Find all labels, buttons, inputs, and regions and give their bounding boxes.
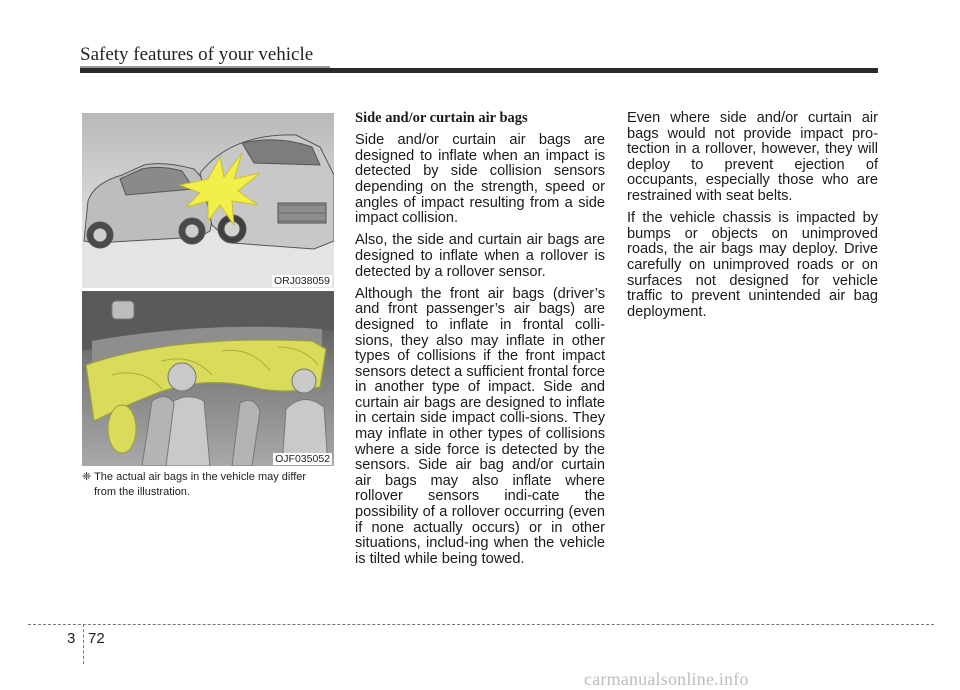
note-text-line1: The actual air bags in the vehicle may differ [94,471,307,483]
chapter-number: 3 [67,630,76,647]
footer-divider [83,624,84,664]
curtain-airbag-figure [82,291,334,466]
header-title: Safety features of your vehicle [80,44,314,65]
text-column-right [627,111,878,327]
figure-code: ORJ038059 [273,275,330,287]
curtain-airbag-interior-icon [82,291,334,466]
section-heading: Side and/or curtain air bags [355,110,528,126]
footer-rule [28,624,934,625]
paragraph: Also, the side and curtain air bags are designed to inflate when a rollover is detected by a rollover sensor. [355,232,605,280]
figure-code: OJF035052 [275,453,330,465]
side-collision-illustration-icon [82,113,334,288]
page-number: 72 [88,630,105,647]
figure-note [82,470,337,500]
note-symbol-icon: ❈ [82,471,92,483]
watermark: carmanualsonline.info [584,669,749,689]
paragraph: Even where side and/or curtain air bags would not provide impact pro-tection in a rollover, however, they will deploy to prevent ejection of occupants, especially those who are restrained with seat belts. [627,110,878,204]
header-rule [80,68,878,73]
note-text-line2: from the illustration. [94,486,190,498]
paragraph: If the vehicle chassis is impacted by bumps or objects on unimproved roads, the air bags may deploy. Drive carefully on unimproved roads or on surfaces not designed for vehicle traffic to prevent unintended air bag deployment. [627,210,878,320]
paragraph: Although the front air bags (driver’s and front passenger’s air bags) are designed to inflate in frontal colli-sions, they also may inflate in other types of collisions if the front impact sensors detect a sufficient frontal force in another type of impact. Side and curtain air bags are designed to inflate in certain side impact colli-sions. They may inflate in other types of collisions where a side force is detected by the sensors. Side air bag and/or curtain air bags may also inflate where rollover sensors indi-cate the possibility of a rollover occurring (even if none actually occurs) or in other situations, includ-ing when the vehicle is tilted while being towed. [355,285,605,567]
text-column-middle [355,111,605,574]
paragraph: Side and/or curtain air bags are designed to inflate when an impact is detected by side collision sensors depending on the strength, speed or angles of impact resulting from a side impact collision. [355,132,605,227]
side-collision-figure [82,113,334,288]
